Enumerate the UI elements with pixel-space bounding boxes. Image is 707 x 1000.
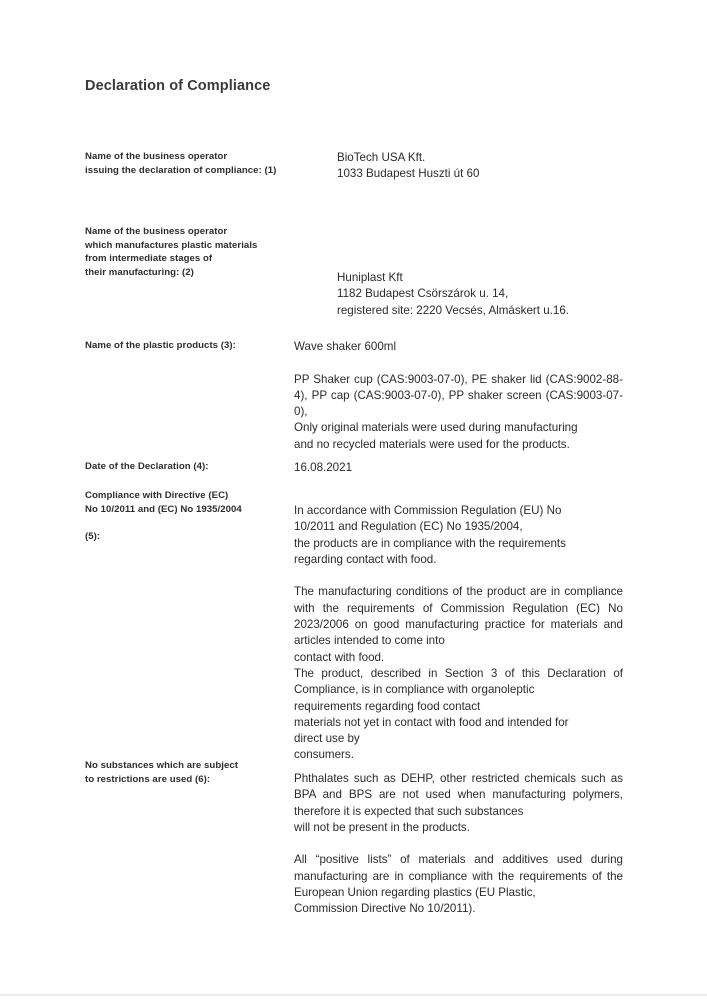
declaration-date-value: 16.08.2021 xyxy=(294,461,353,474)
section-label-declaration-date xyxy=(85,460,300,474)
compliance-regulation-line: 10/2011 and Regulation (EC) No 1935/2004, xyxy=(294,520,523,534)
section-label-plastic-products xyxy=(85,339,300,353)
page-title: Declaration of Compliance xyxy=(85,78,271,94)
section-label-restricted-substances xyxy=(85,759,300,786)
section-value-compliance xyxy=(294,503,623,764)
section-value-restricted-substances xyxy=(294,771,623,918)
restricted-substances-paragraph: Phthalates such as DEHP, other restricted chemicals such as BPA and BPS are not used when manufacturing polymers, therefore it is expected that such substances xyxy=(294,772,623,818)
manufacturing-conditions-tail: contact with food. xyxy=(294,650,385,664)
operator-company-name: BioTech USA Kft. xyxy=(337,151,426,164)
organoleptic-line: requirements regarding food contact xyxy=(294,699,481,713)
operator-address: 1033 Budapest Huszti út 60 xyxy=(337,167,480,181)
section-value-declaration-date xyxy=(294,460,623,476)
section-label-compliance xyxy=(85,489,300,543)
manufacturer-address: 1182 Budapest Csörszárok u. 14, xyxy=(337,287,509,301)
page-bottom-edge xyxy=(0,994,707,996)
label-line: their manufacturing: (2) xyxy=(85,266,194,278)
section-label-manufacturer xyxy=(85,225,300,279)
label-line: issuing the declaration of compliance: (1) xyxy=(85,164,277,176)
label-line: Name of the plastic products (3): xyxy=(85,340,236,351)
product-name: Wave shaker 600ml xyxy=(294,340,397,353)
organoleptic-line: direct use by xyxy=(294,732,360,746)
organoleptic-line: consumers. xyxy=(294,748,354,762)
manufacturer-company-name: Huniplast Kft xyxy=(337,271,403,284)
label-line: Name of the business operator xyxy=(85,151,228,162)
restricted-substances-tail: will not be present in the products. xyxy=(294,820,470,834)
section-value-manufacturer xyxy=(337,270,627,319)
product-materials-note: and no recycled materials were used for the products. xyxy=(294,437,570,451)
label-spacer xyxy=(85,516,300,530)
label-line: (5): xyxy=(85,530,101,542)
label-line: No substances which are subject xyxy=(85,760,238,771)
section-label-business-operator xyxy=(85,150,300,177)
compliance-requirements-line: regarding contact with food. xyxy=(294,552,437,566)
manufacturer-registered-site: registered site: 2220 Vecsés, Almáskert u.16. xyxy=(337,303,569,317)
label-line: Date of the Declaration (4): xyxy=(85,461,209,472)
product-materials-note: Only original materials were used during manufacturing xyxy=(294,421,578,435)
label-line: to restrictions are used (6): xyxy=(85,773,211,785)
compliance-regulation-line: In accordance with Commission Regulation (EU) No xyxy=(294,504,562,517)
label-line: Compliance with Directive (EC) xyxy=(85,490,229,501)
label-line: which manufactures plastic materials xyxy=(85,239,258,251)
compliance-requirements-line: the products are in compliance with the requirements xyxy=(294,536,566,550)
section-value-business-operator xyxy=(337,150,627,183)
positive-lists-paragraph: All “positive lists” of materials and additives used during manufacturing are in compliance with the requirements of the European Union regarding plastics (EU Plastic, xyxy=(294,853,623,900)
positive-lists-tail: Commission Directive No 10/2011). xyxy=(294,902,476,916)
organoleptic-paragraph-b: materials not yet in contact with food and intended for xyxy=(294,715,569,729)
label-line: Name of the business operator xyxy=(85,226,228,237)
product-materials-cas-list: PP Shaker cup (CAS:9003-07-0), PE shaker lid (CAS:9002-88-4), PP cap (CAS:9003-07-0), PP shaker screen (CAS:9003-07-0), xyxy=(294,372,623,419)
label-line: from intermediate stages of xyxy=(85,253,213,265)
label-line: No 10/2011 and (EC) No 1935/2004 xyxy=(85,503,242,515)
organoleptic-paragraph: The product, described in Section 3 of this Declaration of Compliance, is in compliance with organoleptic xyxy=(294,666,623,697)
section-value-plastic-products xyxy=(294,339,623,453)
manufacturing-conditions-paragraph: The manufacturing conditions of the product are in compliance with the requirements of Commission Regulation (EC) No 2023/2006 on good manufacturing practice for materials and articles intended to come into xyxy=(294,585,623,648)
